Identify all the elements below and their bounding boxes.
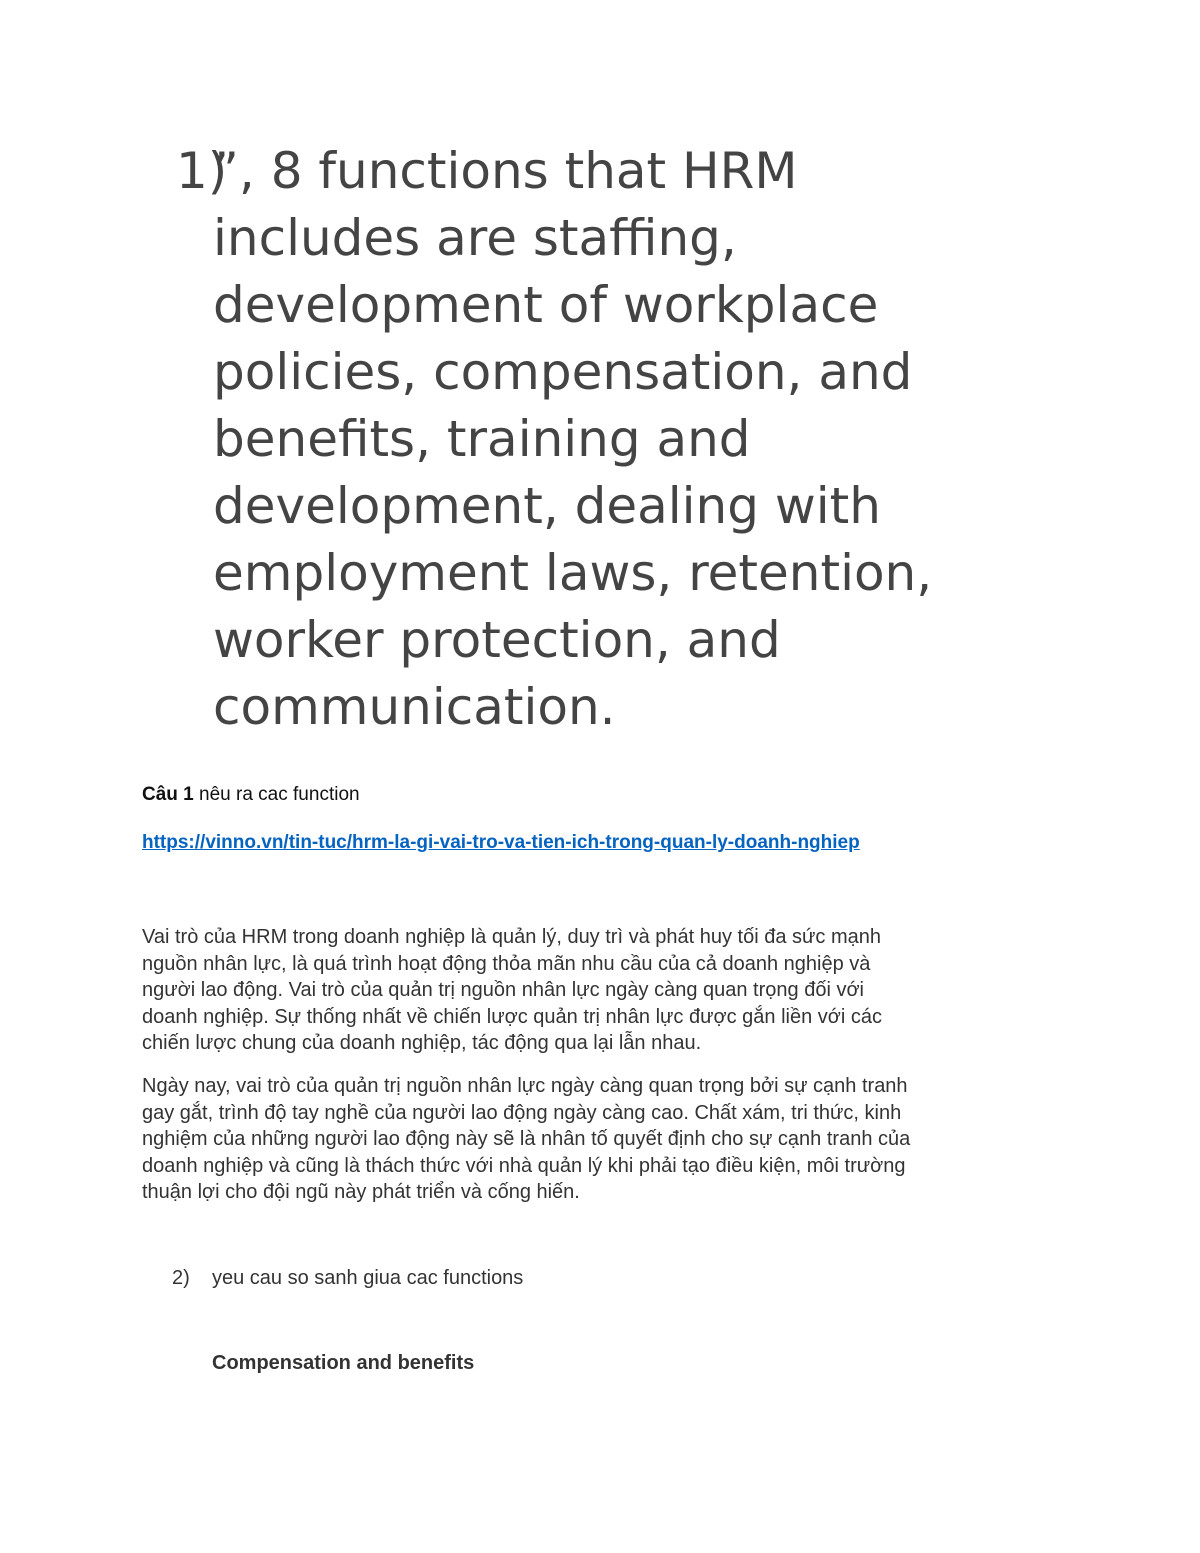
paragraph-line: doanh nghiệp. Sự thống nhất về chiến lược quản trị nhân lực được gắn liền với các — [142, 1005, 883, 1028]
paragraph-line: doanh nghiệp và cũng là thách thức với nhà quản lý khi phải tạo điều kiện, môi trường — [142, 1154, 906, 1177]
list-item-1-line: communication. — [213, 678, 616, 736]
list-item-2-text: yeu cau so sanh giua cac functions — [212, 1267, 524, 1289]
paragraph-line: nguồn nhân lực, là quá trình hoạt động thỏa mãn nhu cầu của cả doanh nghiệp và — [142, 952, 871, 975]
paragraph-line: nghiệm của những người lao động này sẽ là nhân tố quyết định cho sự cạnh tranh của — [142, 1128, 911, 1150]
paragraph-line: Vai trò của HRM trong doanh nghiệp là quản lý, duy trì và phát huy tối đa sức mạnh — [142, 926, 881, 948]
list-item-1-line: benefits, training and — [213, 410, 751, 468]
list-number-1: 1) — [176, 142, 228, 200]
question-label — [142, 784, 360, 806]
list-item-1-line: ”, 8 functions that HRM — [213, 142, 798, 200]
paragraph-line: gay gắt, trình độ tay nghề của người lao động ngày càng cao. Chất xám, tri thức, kinh — [142, 1101, 902, 1124]
paragraph-line: người lao động. Vai trò của quản trị nguồn nhân lực ngày càng quan trọng đối với — [142, 979, 865, 1001]
list-item-1-line: development of workplace — [213, 276, 879, 334]
paragraph-1 — [142, 924, 1062, 1057]
list-item-1 — [176, 138, 996, 741]
question-label-rest: nêu ra cac function — [193, 784, 360, 805]
paragraph-line: chiến lược chung của doanh nghiệp, tác động qua lại lẫn nhau. — [142, 1032, 702, 1054]
paragraph-2 — [142, 1073, 1062, 1206]
source-link[interactable]: https://vinno.vn/tin-tuc/hrm-la-gi-vai-tro-va-tien-ich-trong-quan-ly-doanh-nghiep — [142, 832, 860, 853]
list-number-2: 2) — [172, 1267, 190, 1289]
list-item-1-line: employment laws, retention, — [213, 544, 933, 602]
list-item-1-line: development, dealing with — [213, 477, 881, 535]
paragraph-line: Ngày nay, vai trò của quản trị nguồn nhân lực ngày càng quan trọng bởi sự cạnh tranh — [142, 1075, 908, 1097]
list-item-1-line: policies, compensation, and — [213, 343, 913, 401]
sub-heading: Compensation and benefits — [212, 1352, 475, 1374]
list-item-1-text — [176, 138, 996, 741]
list-item-2 — [172, 1267, 523, 1290]
list-item-1-line: worker protection, and — [213, 611, 781, 669]
question-label-bold: Câu 1 — [142, 784, 194, 805]
paragraph-line: thuận lợi cho đội ngũ này phát triển và cống hiến. — [142, 1181, 580, 1203]
list-item-1-line: includes are staffing, — [213, 209, 737, 267]
